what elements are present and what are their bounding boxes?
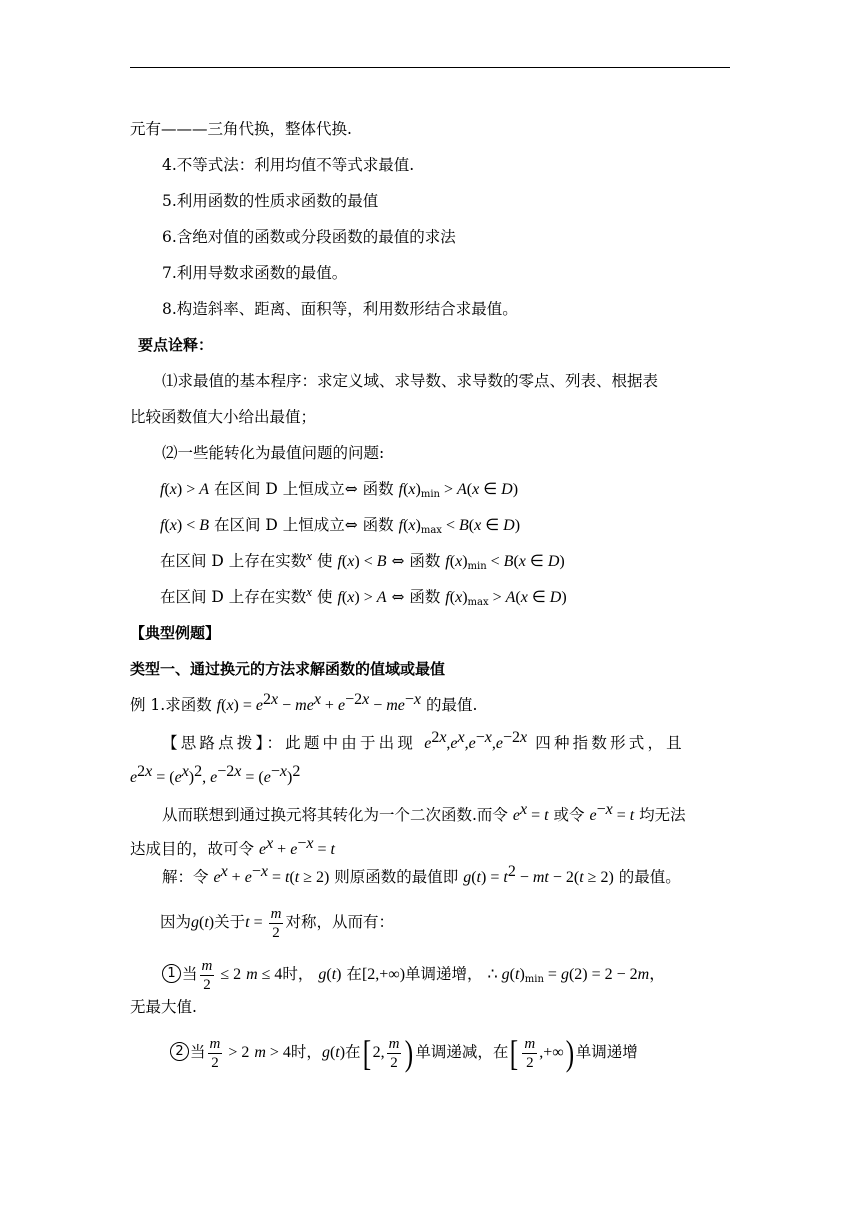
- solution-line: 解：令 $e^x + e^{-x} = t(t \ge 2)$ 则原函数的最值即 $g(t) = t^2$ − mt − 2(t ≥ 2) 的最值。: [162, 863, 681, 886]
- case-1-line: 1 当 $\frac{m}{2}$ ≤ 2 m ≤ 4时， g(t) 在[2,+∞)单调递增， ∴ $g(t)_{min} = g(2) = 2 - 2m$，: [162, 954, 665, 995]
- hint-equation: $e^{2x} = (e^x)^2$, $e^{-2x} = (e^{-x})^2$: [130, 763, 301, 786]
- text-point-2: ⑵一些能转化为最值问题的问题:: [162, 444, 385, 462]
- hint-line: 【思路点拨】：此题中由于出现 $e^{2x},e^x,e^{-x},e^{-2x}$ 四种指数形式，且: [162, 729, 685, 752]
- text-line-method-8: 8.构造斜率、距离、面积等，利用数形结合求最值。: [162, 300, 518, 318]
- text-line-1: 元有———三角代换，整体代换.: [130, 120, 352, 138]
- case-2-line: 2 当 $\frac{m}{2}$ > 2 m > 4时，g(t)在[ 2, $\frac{m}{2}$ ) 单调递减，在[ $\frac{m}{2}$ ,+∞) 单调递增: [170, 1030, 638, 1075]
- condition-2: f(x) < B 在区间 D 上恒成立⇔ 函数 $f(x)_{max} < B(x$ ∈ D): [160, 516, 521, 536]
- association-line: 从而联想到通过换元将其转化为一个二次函数.而令 $e^x = t$ 或令 $e^{-x} = t$ 均无法: [162, 801, 686, 824]
- text-line-method-7: 7.利用导数求函数的最值。: [162, 264, 348, 282]
- header-rule: [130, 67, 730, 68]
- symmetry-line: 因为g(t)关于t = $\frac{m}{2}$ 对称，从而有：: [160, 905, 394, 941]
- text-point-1a: ⑴求最值的基本程序：求定义域、求导数、求导数的零点、列表、根据表: [162, 372, 659, 390]
- text-point-1b: 比较函数值大小给出最值；: [130, 408, 317, 426]
- no-max-line: 无最大值.: [130, 998, 197, 1016]
- heading-type-1: 类型一、通过换元的方法求解函数的值域或最值: [130, 660, 446, 678]
- heading-examples: 【典型例题】: [130, 624, 221, 642]
- text-line-method-6: 6.含绝对值的函数或分段函数的最值的求法: [162, 228, 456, 246]
- text-line-method-5: 5.利用函数的性质求函数的最值: [162, 192, 379, 210]
- example-1: 例 1.求函数 $f(x) = e^{2x} - me^x + e^{-2x} - me^{-x}$ 的最值.: [130, 691, 478, 714]
- heading-key-points: 要点诠释：: [138, 336, 214, 354]
- text-line-method-4: 4.不等式法：利用均值不等式求最值.: [162, 156, 415, 174]
- condition-3: 在区间 D 上存在实数$^x$ 使 f(x) < B ⇔ 函数 $f(x)_{min} < B(x$ ∈ D): [160, 548, 565, 572]
- substitution-line: 达成目的，故可令 $e^x + e^{-x} = t$: [130, 835, 335, 858]
- condition-1: f(x) > A 在区间 D 上恒成立⇔ 函数 $f(x)_{min} > A(x$ ∈ D): [160, 480, 519, 500]
- condition-4: 在区间 D 上存在实数$^x$ 使 f(x) > A ⇔ 函数 $f(x)_{max} > A(x$ ∈ D): [160, 584, 567, 608]
